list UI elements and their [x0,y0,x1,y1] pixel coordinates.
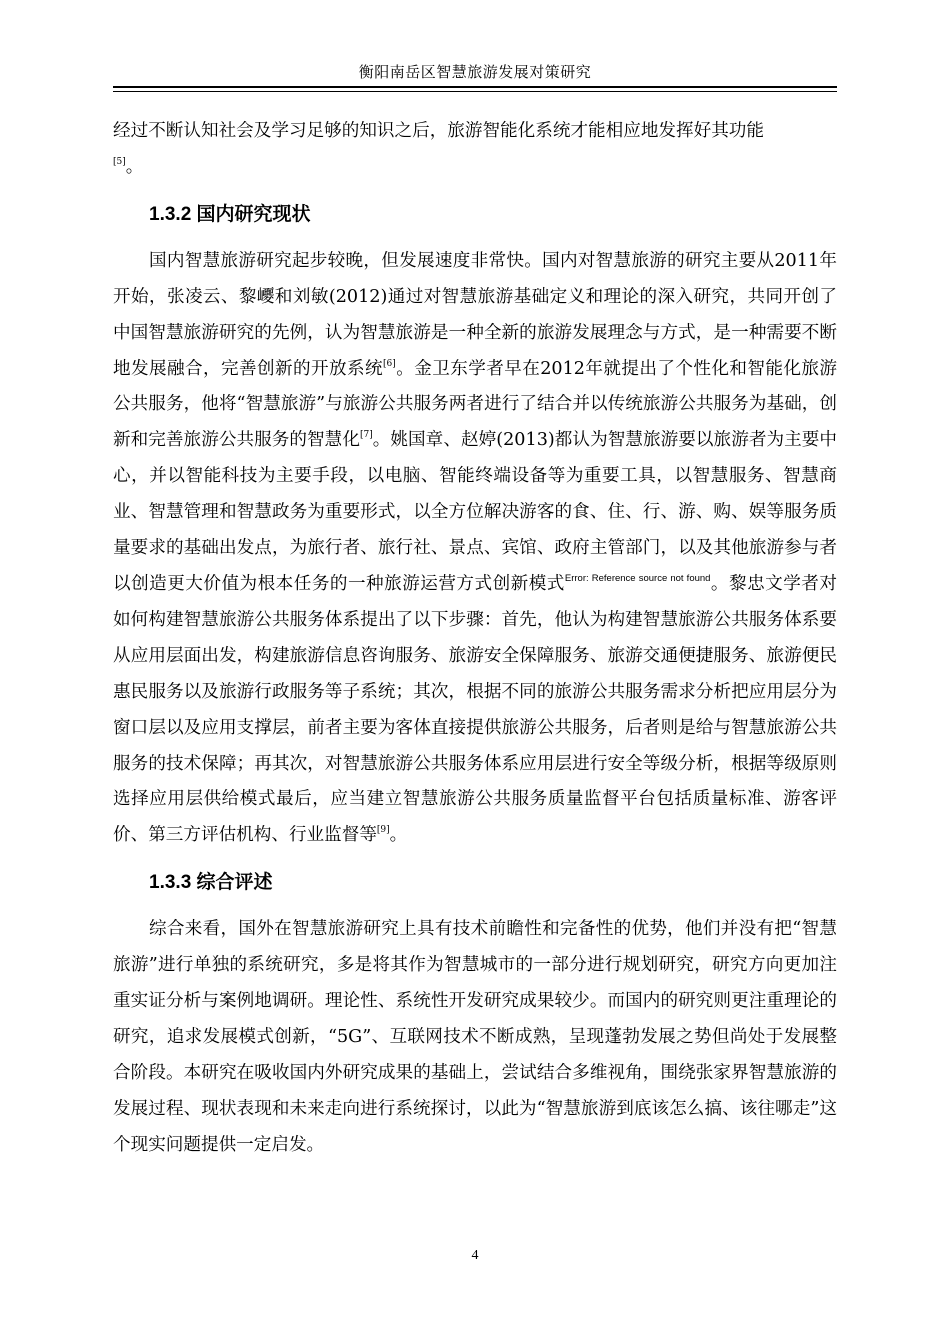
citation-ref: [9] [376,825,390,836]
paragraph-text: 。 [389,825,408,846]
page-number: 4 [471,1248,479,1263]
citation-ref: [7] [359,430,373,441]
paragraph-text: 。姚国章、赵婷(2013)都认为智慧旅游要以旅游者为主要中心，并以智能科技为主要手段，以电脑、智能终端设备等为重要工具，以智慧服务、智慧商业、智慧管理和智慧政务为重要形式，以全方位解决游客的食、住、行、游、购、娱等服务质量要求的基础出发点，为旅行者、旅行社、景点、宾馆、政府主管部门，以及其他旅游参与者以创造更大价值为根本任务的一种旅游运营方式创新模式 [113,430,837,594]
domestic-research-paragraph [113,244,837,854]
section-heading-1-3-2: 1.3.2 国内研究现状 [149,203,311,225]
summary-paragraph: 综合来看，国外在智慧旅游研究上具有技术前瞻性和完备性的优势，他们并没有把“智慧旅游”进行单独的系统研究，多是将其作为智慧城市的一部分进行规划研究，研究方向更加注重实证分析与案例地调研。理论性、系统性开发研究成果较少。而国内的研究则更注重理论的研究，追求发展模式创新，“5G”、互联网技术不断成熟，呈现蓬勃发展之势但尚处于发展整合阶段。本研究在吸收国内外研究成果的基础上，尝试结合多维视角，围绕张家界智慧旅游的发展过程、现状表现和未来走向进行系统探讨，以此为“智慧旅游到底该怎么搞、该往哪走”这个现实问题提供一定启发。 [113,919,837,1155]
section-heading-1-3-3: 1.3.3 综合评述 [149,872,273,894]
paragraph-text: 。黎忠文学者对如何构建智慧旅游公共服务体系提出了以下步骤：首先，他认为构建智慧旅游公共服务体系要从应用层面出发，构建旅游信息咨询服务、旅游安全保障服务、旅游交通便捷服务、旅游便民惠民服务以及旅游行政服务等子系统；其次，根据不同的旅游公共服务需求分析把应用层分为窗口层以及应用支撑层，前者主要为客体直接提供旅游公共服务，后者则是给与智慧旅游公共服务的技术保障；再其次，对智慧旅游公共服务体系应用层进行安全等级分析，根据等级原则选择应用层供给模式最后，应当建立智慧旅游公共服务质量监督平台包括质量标准、游客评价、第三方评估机构、行业监督等 [113,573,837,846]
paragraph-text: 国内智慧旅游研究起步较晚，但发展速度非常快。国内对智慧旅游的研究主要从2011年开始，张凌云、黎巎和刘敏(2012)通过对智慧旅游基础定义和理论的深入研究，共同开创了中国智慧旅游研究的先例，认为智慧旅游是一种全新的旅游发展理念与方式，是一种需要不断地发展融合，完善创新的开放系统 [113,250,837,379]
citation-ref: [5] [113,156,126,167]
header-rule-thick [113,86,837,88]
header-rule-thin [113,91,837,92]
paragraph-text: 经过不断认知社会及学习足够的知识之后，旅游智能化系统才能相应地发挥好其功能 [113,121,764,141]
citation-error-ref: Error: Reference source not found [564,572,711,584]
running-header: 衡阳南岳区智慧旅游发展对策研究 [358,63,592,81]
paragraph-text: 。 [125,156,144,177]
citation-ref: [6] [383,358,396,369]
paragraph-text: 。金卫东学者早在2012年就提出了个性化和智能化旅游公共服务，他将“智慧旅游”与旅游公共服务两者进行了结合并以传统旅游公共服务为基础，创新和完善旅游公共服务的智慧化 [113,358,837,451]
page-body [113,114,837,1164]
continued-paragraph [113,114,837,186]
